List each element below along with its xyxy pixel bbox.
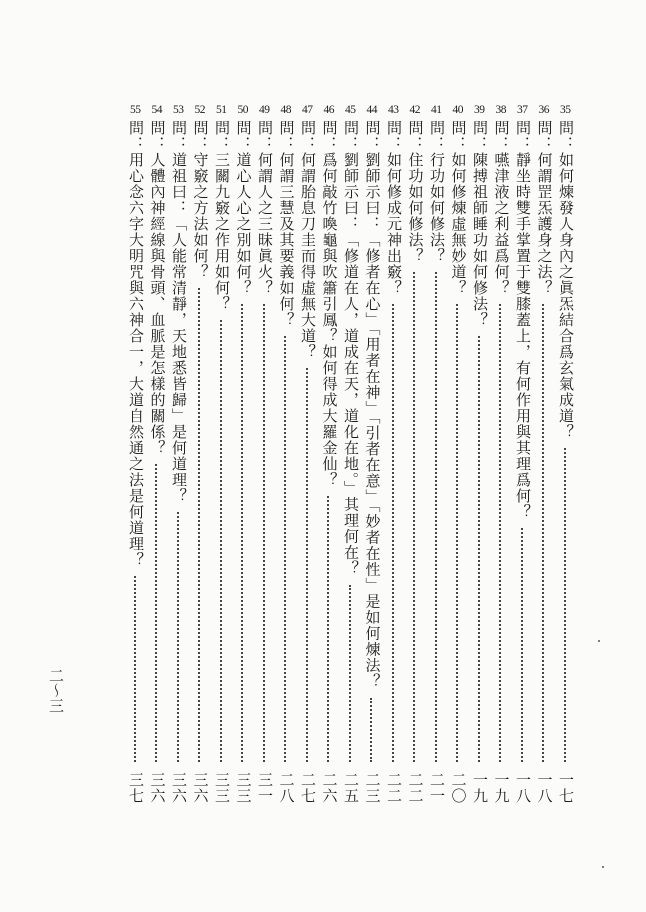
entry-question: 問：用心念六字大明咒與六神合一，大道自然通之法是何道理？ — [127, 120, 145, 568]
toc-entry — [232, 104, 254, 804]
entry-number: 35 — [560, 104, 571, 116]
leader-dots — [155, 464, 160, 762]
entry-page-number: 三六 — [148, 772, 167, 804]
entry-number: 45 — [345, 104, 356, 116]
scan-speck — [602, 866, 604, 868]
leader-dots — [392, 304, 397, 762]
toc-entry — [146, 104, 168, 804]
leader-dots — [284, 336, 289, 762]
entry-page-number: 三七 — [127, 772, 145, 804]
entry-number: 38 — [495, 104, 506, 116]
entry-question: 問：道心人心之別如何？ — [234, 120, 253, 296]
entry-number: 55 — [130, 104, 141, 116]
entry-page-number: 二六 — [320, 772, 339, 804]
entry-question: 問：劉師示曰：「修者在心」「用者在神」「引者在意」「妙者在性」是如何煉法？ — [363, 120, 382, 690]
toc-entry — [512, 104, 534, 804]
leader-dots — [327, 496, 332, 762]
leader-dots — [499, 304, 504, 762]
leader-dots — [542, 304, 547, 762]
entry-page-number: 三三 — [213, 772, 231, 804]
entry-number: 49 — [259, 104, 270, 116]
entry-page-number: 二二 — [406, 772, 425, 804]
entry-page-number: 二八 — [277, 772, 296, 804]
leader-dots — [456, 304, 461, 762]
page-folio: 二〜三 — [47, 668, 65, 713]
entry-page-number: 二〇 — [449, 772, 468, 804]
toc-entry — [211, 104, 233, 804]
entry-question: 問：人體內神經線與骨頭、血脈是怎樣的關係？ — [148, 120, 167, 456]
toc-entry — [189, 104, 211, 804]
entry-page-number: 一八 — [514, 772, 532, 804]
entry-question: 問：陳搏祖師睡功如何修法？ — [471, 120, 489, 328]
toc-entry — [533, 104, 555, 804]
entry-number: 48 — [280, 104, 291, 116]
entry-question: 問：三關九竅之作用如何？ — [213, 120, 231, 312]
leader-dots — [220, 320, 225, 762]
entry-question: 問：何謂罡炁護身之法？ — [535, 120, 554, 296]
entry-page-number: 二七 — [299, 772, 317, 804]
entry-question: 問：靜坐時雙手掌置于雙膝蓋上，有何作用與其理爲何？ — [514, 120, 532, 520]
entry-number: 54 — [151, 104, 162, 116]
entry-question: 問：何謂人之三昧眞火？ — [256, 120, 274, 296]
entry-page-number: 三三 — [234, 772, 253, 804]
entry-number: 37 — [517, 104, 528, 116]
entry-number: 46 — [323, 104, 334, 116]
entry-page-number: 一七 — [557, 772, 575, 804]
entry-question: 問：嚥津液之利益爲何？ — [492, 120, 511, 296]
entry-question: 問：住功如何修法？ — [406, 120, 425, 264]
toc-entry — [297, 104, 319, 804]
entry-number: 36 — [538, 104, 549, 116]
toc-entry — [469, 104, 491, 804]
leader-dots — [241, 304, 246, 762]
toc-entry — [340, 104, 362, 804]
entry-page-number: 三六 — [191, 772, 210, 804]
toc-entry — [404, 104, 426, 804]
toc-entry — [555, 104, 577, 804]
entry-question: 問：如何修成元神出竅？ — [385, 120, 403, 296]
entry-question: 問：守竅之方法如何？ — [191, 120, 210, 280]
leader-dots — [413, 272, 418, 762]
toc-entry — [361, 104, 383, 804]
entry-page-number: 一九 — [471, 772, 489, 804]
entry-page-number: 一九 — [492, 772, 511, 804]
entry-question: 問：如何修煉虛無妙道？ — [449, 120, 468, 296]
toc-entry — [490, 104, 512, 804]
entry-number: 53 — [173, 104, 184, 116]
toc-entry — [426, 104, 448, 804]
entry-number: 42 — [409, 104, 420, 116]
leader-dots — [370, 698, 375, 763]
entry-number: 47 — [302, 104, 313, 116]
leader-dots — [564, 448, 569, 762]
entry-number: 51 — [216, 104, 227, 116]
leader-dots — [198, 288, 203, 762]
toc-entry — [383, 104, 405, 804]
leader-dots — [435, 272, 440, 762]
entry-number: 40 — [452, 104, 463, 116]
toc-entry — [125, 104, 147, 804]
leader-dots — [349, 585, 354, 763]
entry-page-number: 二三 — [363, 772, 382, 804]
entry-page-number: 一八 — [535, 772, 554, 804]
scan-speck — [598, 640, 600, 642]
entry-number: 50 — [237, 104, 248, 116]
entry-page-number: 三六 — [170, 772, 188, 804]
entry-number: 39 — [474, 104, 485, 116]
entry-page-number: 二一 — [428, 772, 446, 804]
entry-page-number: 三一 — [256, 772, 274, 804]
leader-dots — [134, 576, 139, 762]
toc-entry — [447, 104, 469, 804]
entry-number: 43 — [388, 104, 399, 116]
leader-dots — [478, 336, 483, 762]
entry-question: 問：行功如何修法？ — [428, 120, 446, 264]
entry-question: 問：道祖曰：「人能常清靜，天地悉皆歸」是何道理？ — [170, 120, 188, 504]
entry-page-number: 二五 — [342, 772, 360, 804]
leader-dots — [263, 304, 268, 762]
toc-entry — [168, 104, 190, 804]
entry-page-number: 二二 — [385, 772, 403, 804]
toc-entry — [275, 104, 297, 804]
leader-dots — [521, 528, 526, 762]
table-of-contents — [125, 104, 577, 804]
leader-dots — [306, 368, 311, 762]
toc-entry — [318, 104, 340, 804]
leader-dots — [177, 512, 182, 762]
entry-question: 問：何謂三慧及其要義如何？ — [277, 120, 296, 328]
entry-question: 問：劉師示曰：「修道在人，道成在天，道化在地。」其理何在？ — [342, 120, 360, 577]
entry-number: 41 — [431, 104, 442, 116]
entry-question: 問：爲何敲竹喚龜與吹簫引鳳？如何得成大羅金仙？ — [320, 120, 339, 488]
entry-question: 問：何謂胎息刀圭而得虛無大道？ — [299, 120, 317, 360]
entry-number: 44 — [366, 104, 377, 116]
entry-number: 52 — [194, 104, 205, 116]
entry-question: 問：如何煉發人身內之眞炁結合爲玄氣成道？ — [557, 120, 575, 440]
toc-entry — [254, 104, 276, 804]
